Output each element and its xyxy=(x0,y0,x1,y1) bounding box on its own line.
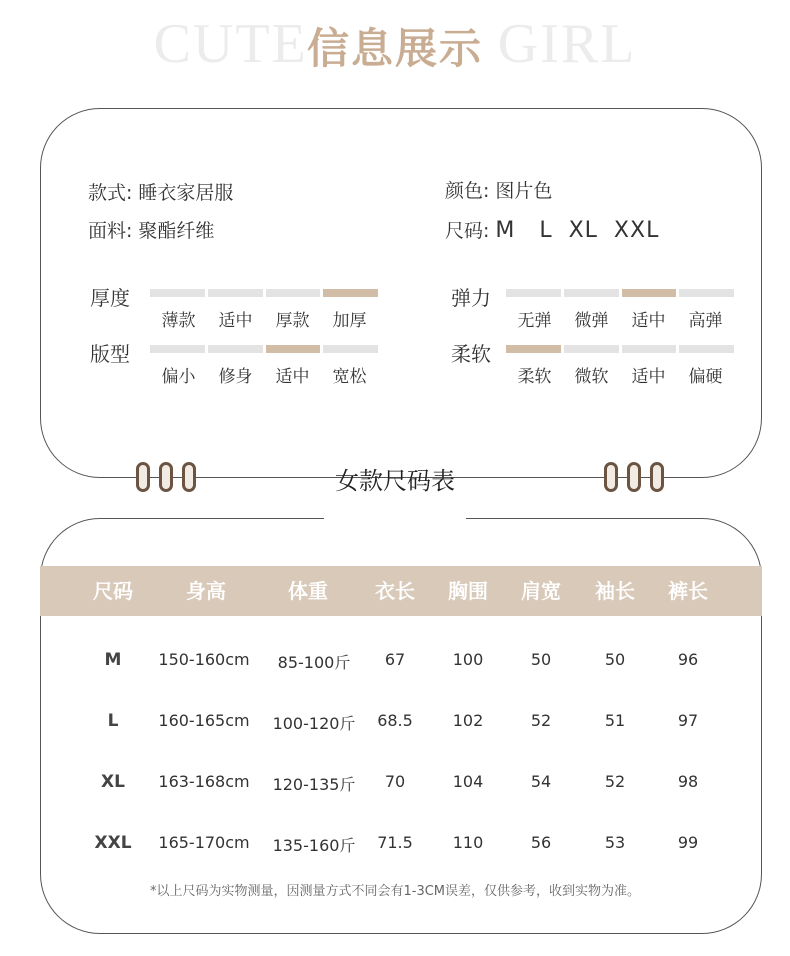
table-row xyxy=(0,711,790,741)
table-cell: 85-100斤 xyxy=(277,653,351,672)
thickness-title: 厚度 xyxy=(90,286,130,310)
table-cell: 150-160cm xyxy=(158,650,250,669)
softness-title: 柔软 xyxy=(451,342,491,366)
thickness-option: 适中 xyxy=(218,311,253,331)
fit-bar xyxy=(266,345,321,353)
table-cell: 54 xyxy=(530,772,552,791)
style-label: 款式: xyxy=(88,182,133,204)
fit-option: 修身 xyxy=(218,367,253,387)
thickness-bar xyxy=(323,289,378,297)
table-cell: 99 xyxy=(677,833,699,852)
table-cell: 160-165cm xyxy=(158,711,250,730)
softness-option: 柔软 xyxy=(517,367,552,387)
thickness-option: 薄款 xyxy=(161,311,196,331)
fabric-value: 聚酯纤维 xyxy=(138,220,215,242)
fabric-row xyxy=(88,216,214,243)
table-cell: 50 xyxy=(604,650,626,669)
elasticity-option: 高弹 xyxy=(688,311,723,331)
softness-bar xyxy=(679,345,734,353)
fit-option: 偏小 xyxy=(161,367,196,387)
table-header-cell: 衣长 xyxy=(375,579,415,603)
table-cell: 51 xyxy=(604,711,626,730)
table-cell: 100 xyxy=(452,650,484,669)
fabric-label: 面料: xyxy=(88,220,133,242)
color-value: 图片色 xyxy=(495,180,553,202)
table-cell: 67 xyxy=(384,650,406,669)
elasticity-option: 无弹 xyxy=(517,311,552,331)
table-row xyxy=(0,772,790,802)
measurement-note: *以上尺码为实物测量，因测量方式不同会有1-3CM误差，仅供参考，收到实物为准。 xyxy=(149,884,641,899)
table-header-cell: 胸围 xyxy=(448,579,488,603)
table-cell: 135-160斤 xyxy=(272,836,356,855)
size-values: M L XL XXL xyxy=(495,218,660,243)
table-cell: 163-168cm xyxy=(158,772,250,791)
style-value: 睡衣家居服 xyxy=(138,182,234,204)
table-cell: 52 xyxy=(604,772,626,791)
elasticity-bar xyxy=(564,289,619,297)
page-title: 信息展示 xyxy=(306,24,483,73)
table-header-cell: 裤长 xyxy=(668,579,708,603)
softness-bar xyxy=(622,345,677,353)
thickness-bar xyxy=(208,289,263,297)
elasticity-bar xyxy=(679,289,734,297)
thickness-scale xyxy=(150,289,378,331)
table-cell: 98 xyxy=(677,772,699,791)
table-cell: 53 xyxy=(604,833,626,852)
softness-option: 适中 xyxy=(631,367,666,387)
softness-bar xyxy=(506,345,561,353)
fit-bar xyxy=(208,345,263,353)
fit-scale xyxy=(150,345,378,387)
elasticity-bar xyxy=(622,289,677,297)
table-cell: 56 xyxy=(530,833,552,852)
fit-option: 宽松 xyxy=(332,367,367,387)
table-header-cell: 袖长 xyxy=(595,579,635,603)
softness-option: 偏硬 xyxy=(688,367,723,387)
elasticity-option: 微弹 xyxy=(574,311,609,331)
table-cell: 165-170cm xyxy=(158,833,250,852)
elasticity-option: 适中 xyxy=(631,311,666,331)
table-cell: 50 xyxy=(530,650,552,669)
table-header-cell: 体重 xyxy=(288,579,328,603)
fit-title: 版型 xyxy=(90,342,130,366)
thickness-option: 厚款 xyxy=(275,311,310,331)
table-cell: 52 xyxy=(530,711,552,730)
fit-bar xyxy=(323,345,378,353)
table-cell: 96 xyxy=(677,650,699,669)
header-bg-right: GIRL xyxy=(497,13,637,75)
softness-option: 微软 xyxy=(574,367,609,387)
style-row xyxy=(88,178,233,205)
size-label: 尺码: xyxy=(445,220,490,242)
table-cell: 110 xyxy=(452,833,484,852)
color-label: 颜色: xyxy=(445,180,490,202)
table-header xyxy=(40,566,762,616)
fit-option: 适中 xyxy=(275,367,310,387)
header-bg-left: CUTE xyxy=(153,13,308,75)
table-cell: M xyxy=(104,650,122,670)
color-row xyxy=(445,176,552,203)
table-cell: 97 xyxy=(677,711,699,730)
table-header-cell: 尺码 xyxy=(93,579,133,603)
table-cell: L xyxy=(107,711,119,731)
size-row xyxy=(445,216,659,243)
fit-bar xyxy=(150,345,205,353)
table-cell: 104 xyxy=(452,772,484,791)
elasticity-scale xyxy=(506,289,734,331)
table-cell: 120-135斤 xyxy=(272,775,356,794)
softness-scale xyxy=(506,345,734,387)
table-cell: XXL xyxy=(94,833,132,853)
table-cell: 68.5 xyxy=(377,711,413,730)
table-header-cell: 肩宽 xyxy=(521,579,561,603)
table-cell: 70 xyxy=(384,772,406,791)
size-table-title: 女款尺码表 xyxy=(335,467,455,495)
softness-bar xyxy=(564,345,619,353)
table-cell: 102 xyxy=(452,711,484,730)
table-row xyxy=(0,833,790,863)
thickness-bar xyxy=(266,289,321,297)
thickness-bar xyxy=(150,289,205,297)
elasticity-bar xyxy=(506,289,561,297)
thickness-option: 加厚 xyxy=(332,311,367,331)
table-cell: XL xyxy=(101,772,125,792)
table-cell: 71.5 xyxy=(377,833,413,852)
table-header-cell: 身高 xyxy=(186,579,226,603)
elasticity-title: 弹力 xyxy=(451,286,491,310)
table-cell: 100-120斤 xyxy=(272,714,356,733)
table-row xyxy=(0,650,790,680)
